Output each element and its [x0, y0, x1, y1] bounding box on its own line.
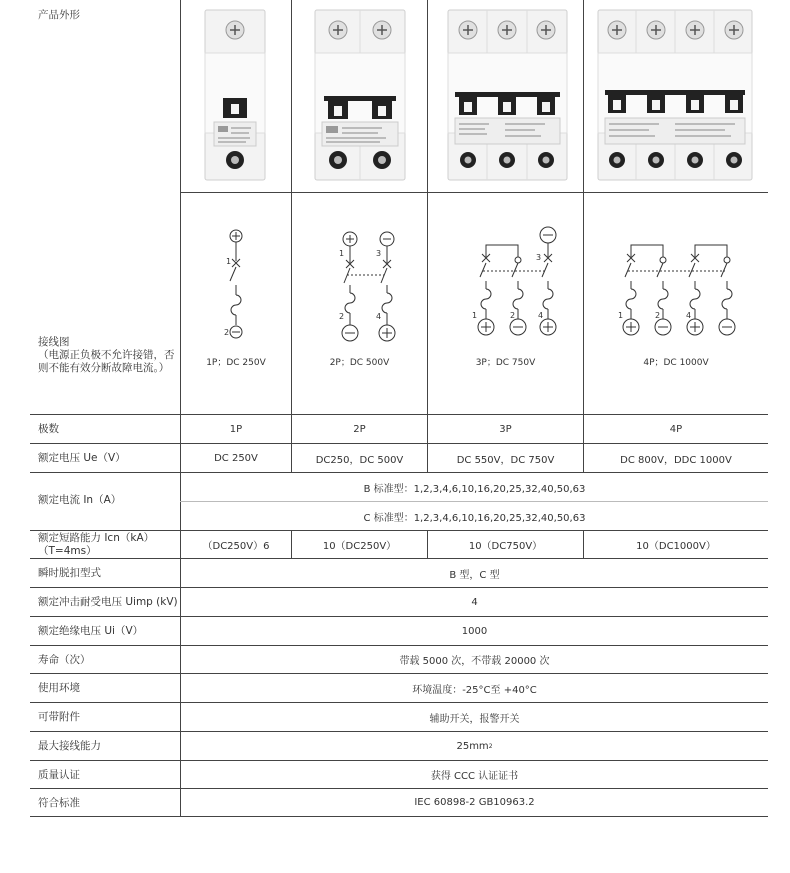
grid-line	[30, 816, 768, 817]
environment-cell: 环境温度：-25°C至 +40°C	[412, 684, 537, 696]
label-wiring-note-2: 则不能有效分断故障电流。）	[38, 362, 170, 374]
terminal-label: 2	[339, 312, 345, 321]
short-circuit-cell-2p: 10（DC250V）	[322, 541, 397, 552]
voltage-cell-1p: DC 250V	[214, 452, 258, 464]
wiring-diagram-1p	[181, 193, 291, 414]
terminal-label: 2	[510, 311, 516, 320]
poles-cell-3p: 3P	[499, 423, 512, 435]
poles-cell-4p: 4P	[669, 423, 683, 435]
label-rated-current: 额定电流 In（A）	[38, 494, 122, 506]
label-poles: 极数	[38, 423, 59, 435]
terminal-label: 2	[224, 328, 230, 337]
label-wiring-title: 接线图	[38, 336, 70, 348]
current-b-cell: B 标准型：1,2,3,4,6,10,16,20,25,32,40,50,63	[363, 483, 586, 495]
terminal-label: 4	[686, 311, 692, 320]
terminal-label: 1	[339, 249, 345, 258]
label-rated-voltage: 额定电压 Ue（V）	[38, 452, 126, 464]
terminal-label: 3	[376, 249, 382, 258]
voltage-cell-3p: DC 550V，DC 750V	[456, 454, 555, 466]
terminal-label: 1	[226, 257, 232, 266]
label-certification: 质量认证	[38, 769, 80, 781]
short-circuit-cell-3p: 10（DC750V）	[468, 541, 543, 552]
accessories-cell: 辅助开关，报警开关	[429, 713, 520, 725]
voltage-cell-2p: DC250，DC 500V	[315, 454, 404, 466]
terminal-label: 4	[376, 312, 382, 321]
wiring-caption-1p: 1P；DC 250V	[206, 358, 266, 368]
label-environment: 使用环境	[38, 682, 80, 694]
terminal-label: 3	[536, 253, 542, 262]
label-max-wiring: 最大接线能力	[38, 740, 101, 752]
label-accessories: 可带附件	[38, 711, 80, 723]
wiring-diagram-3p	[428, 193, 583, 414]
label-insulation-voltage: 额定绝缘电压 Ui（V）	[38, 625, 144, 637]
poles-cell-2p: 2P	[353, 423, 366, 435]
max-wiring-superscript: 2	[488, 742, 493, 750]
breaker-4p-image	[595, 8, 755, 183]
poles-cell-1p: 1P	[229, 423, 243, 435]
short-circuit-cell-4p: 10（DC1000V）	[636, 541, 716, 552]
wiring-caption-4p: 4P；DC 1000V	[643, 358, 709, 368]
current-c-cell: C 标准型：1,2,3,4,6,10,16,20,25,32,40,50,63	[363, 512, 586, 524]
terminal-label: 1	[472, 311, 478, 320]
certification-cell: 获得 CCC 认证证书	[430, 771, 519, 782]
max-wiring-cell	[181, 732, 768, 760]
label-impulse-voltage: 额定冲击耐受电压 Uimp (kV)	[38, 596, 178, 608]
max-wiring-value: 25mm	[456, 740, 489, 752]
trip-type-cell: B 型，C 型	[449, 569, 500, 581]
voltage-cell-4p: DC 800V，DDC 1000V	[620, 454, 732, 466]
label-trip-type: 瞬时脱扣型式	[38, 567, 101, 579]
life-cell: 带载 5000 次，不带载 20000 次	[399, 656, 550, 667]
insulation-voltage-cell: 1000	[461, 625, 488, 637]
wiring-caption-3p: 3P；DC 750V	[475, 358, 536, 368]
breaker-2p-image	[310, 8, 410, 183]
terminal-label: 1	[618, 311, 624, 320]
label-life: 寿命（次）	[38, 654, 91, 666]
wiring-diagram-4p	[584, 193, 768, 414]
label-short-circuit-1: 额定短路能力 Icn（kA）	[38, 532, 155, 544]
standard-cell: IEC 60898-2 GB10963.2	[414, 797, 535, 808]
label-standard: 符合标准	[38, 797, 80, 809]
impulse-voltage-cell: 4	[471, 596, 478, 608]
terminal-label: 4	[538, 311, 544, 320]
wiring-caption-2p: 2P；DC 500V	[329, 358, 390, 368]
short-circuit-cell-1p: （DC250V）6	[202, 541, 270, 552]
label-appearance: 产品外形	[38, 9, 80, 21]
label-short-circuit-2: （T=4ms）	[38, 545, 97, 557]
breaker-3p-image	[445, 8, 570, 183]
terminal-label: 2	[655, 311, 661, 320]
label-wiring-note-1: （电源正负极不允许接错，否	[38, 349, 175, 361]
breaker-1p-image	[200, 8, 275, 183]
wiring-diagram-2p	[292, 193, 427, 414]
